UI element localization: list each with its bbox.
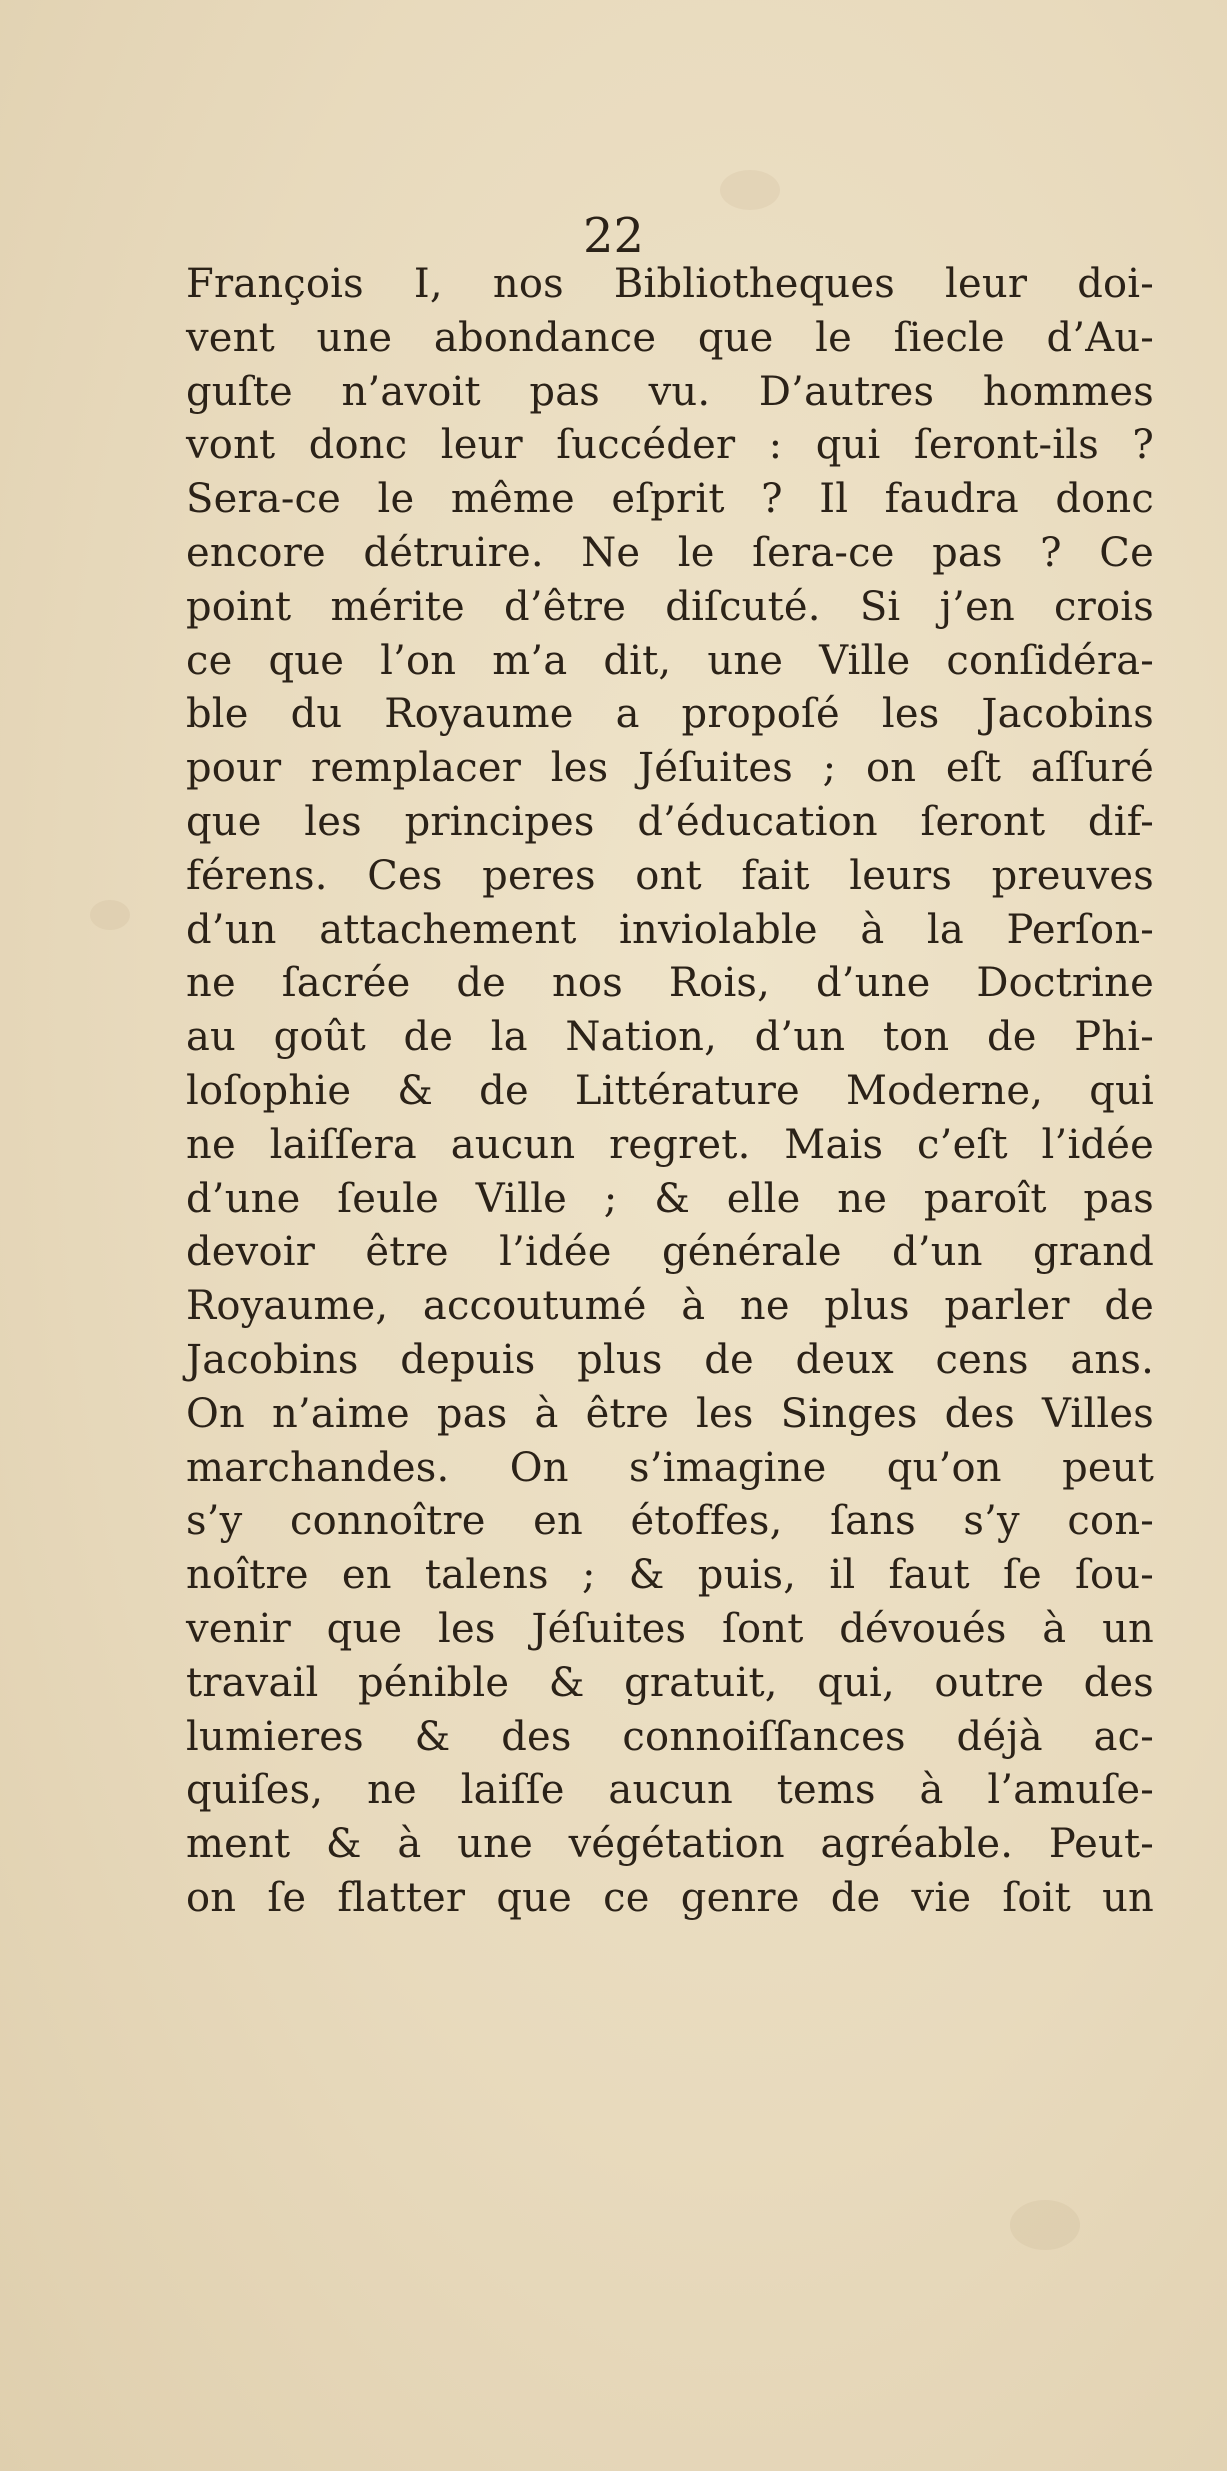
text-line: On n’aime pas à être les Singes des Villes bbox=[186, 1390, 1154, 1437]
text-line: Royaume, accoutumé à ne plus parler de bbox=[186, 1283, 1154, 1330]
text-line: ne ſacrée de nos Rois, d’une Doctrine bbox=[186, 960, 1154, 1007]
text-line: ble du Royaume a propoſé les Jacobins bbox=[186, 691, 1154, 738]
text-line: d’une ſeule Ville ; & elle ne paroît pas bbox=[186, 1175, 1154, 1222]
paper-stain bbox=[1010, 2200, 1080, 2250]
text-line: encore détruire. Ne le ſera-ce pas ? Ce bbox=[186, 529, 1154, 576]
text-line: ment & à une végétation agréable. Peut- bbox=[186, 1821, 1154, 1868]
body-text bbox=[186, 258, 1154, 1926]
text-line: on ſe flatter que ce genre de vie ſoit un bbox=[186, 1874, 1154, 1921]
text-line: que les principes d’éducation ſeront dif- bbox=[186, 798, 1154, 845]
text-line: loſophie & de Littérature Moderne, qui bbox=[186, 1067, 1154, 1114]
text-line: pour remplacer les Jéſuites ; on eſt aſſuré bbox=[186, 745, 1154, 792]
text-line: devoir être l’idée générale d’un grand bbox=[186, 1229, 1154, 1276]
page-number: 22 bbox=[582, 208, 645, 264]
text-line: venir que les Jéſuites ſont dévoués à un bbox=[186, 1605, 1154, 1652]
text-line: vent une abondance que le ſiecle d’Au- bbox=[186, 314, 1154, 361]
text-line: Sera-ce le même eſprit ? Il faudra donc bbox=[186, 476, 1154, 523]
text-line: noître en talens ; & puis, il faut ſe ſou- bbox=[186, 1552, 1154, 1599]
text-line: Jacobins depuis plus de deux cens ans. bbox=[186, 1336, 1154, 1383]
text-line: vont donc leur ſuccéder : qui ſeront-ils ? bbox=[186, 422, 1154, 469]
text-line: ce que l’on m’a dit, une Ville conſidéra- bbox=[186, 637, 1154, 684]
paper-stain bbox=[720, 170, 780, 210]
paper-stain bbox=[90, 900, 130, 930]
text-line: ne laiſſera aucun regret. Mais c’eſt l’idée bbox=[186, 1121, 1154, 1168]
text-line: guſte n’avoit pas vu. D’autres hommes bbox=[186, 368, 1154, 415]
text-line: férens. Ces peres ont fait leurs preuves bbox=[186, 852, 1154, 899]
text-line: point mérite d’être diſcuté. Si j’en crois bbox=[186, 583, 1154, 630]
text-line: travail pénible & gratuit, qui, outre des bbox=[186, 1659, 1154, 1706]
text-line: lumieres & des connoiſſances déjà ac- bbox=[186, 1713, 1154, 1760]
text-line: marchandes. On s’imagine qu’on peut bbox=[186, 1444, 1154, 1491]
text-line: s’y connoître en étoffes, ſans s’y con- bbox=[186, 1498, 1154, 1545]
text-line: d’un attachement inviolable à la Perſon- bbox=[186, 906, 1154, 953]
text-line: au goût de la Nation, d’un ton de Phi- bbox=[186, 1014, 1154, 1061]
text-line: François I, nos Bibliotheques leur doi- bbox=[186, 261, 1154, 307]
text-line: quiſes, ne laiſſe aucun tems à l’amuſe- bbox=[186, 1767, 1154, 1814]
